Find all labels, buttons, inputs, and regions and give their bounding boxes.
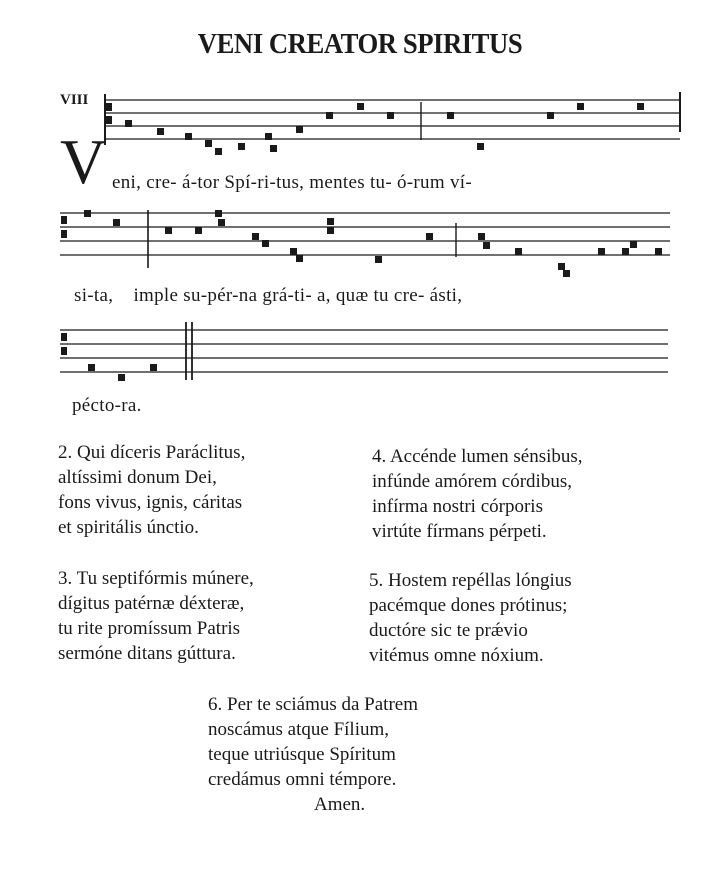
hymn-title: VENI CREATOR SPIRITUS <box>197 28 523 60</box>
verse-line: 4. Accénde lumen sénsibus, <box>372 446 583 467</box>
verse-line: 3. Tu septifórmis múnere, <box>58 568 254 589</box>
initial-letter: V <box>60 126 107 197</box>
mode-label: VIII <box>60 92 89 108</box>
lyric-line-3: pécto-ra. <box>72 395 142 416</box>
verse-line: et spiritális únctio. <box>58 517 199 538</box>
staff-2 <box>60 210 670 268</box>
verse-line: sermóne ditans gúttura. <box>58 643 236 664</box>
verse-line: 6. Per te sciámus da Patrem <box>208 694 419 715</box>
verse-line: tu rite promíssum Patris <box>58 618 241 639</box>
verse-line: pacémque dones prótinus; <box>369 595 568 616</box>
verse-line: dígitus patérnæ déxteræ, <box>58 593 245 614</box>
verse-line: 5. Hostem repéllas lóngius <box>369 570 572 591</box>
verse-2 <box>58 440 245 540</box>
amen: Amen. <box>314 794 366 815</box>
verse-line: infúnde amórem córdibus, <box>372 471 572 492</box>
verse-4 <box>372 444 583 544</box>
verse-line: virtúte fírmans pérpeti. <box>372 521 547 542</box>
verse-line: 2. Qui díceris Paráclitus, <box>58 442 246 463</box>
lyric-line-1: eni, cre- á-tor Spí-ri-tus, mentes tu- ó-rum ví- <box>112 172 472 193</box>
verse-3 <box>58 566 254 666</box>
verse-line: vitémus omne nóxium. <box>369 645 544 666</box>
staff-3 <box>60 322 668 380</box>
verse-line: infírma nostri córporis <box>372 496 543 517</box>
verse-line: altíssimi donum Dei, <box>58 467 217 488</box>
verse-5 <box>369 568 572 668</box>
verse-line: credámus omni témpore. <box>208 769 397 790</box>
verse-line: noscámus atque Fílium, <box>208 719 390 740</box>
verse-line: ductóre sic te prǽvio <box>369 620 528 641</box>
lyric-line-2: si-ta, imple su-pér-na grá-ti- a, quæ tu cre- ásti, <box>74 285 463 306</box>
verse-6 <box>208 692 418 817</box>
verse-line: fons vivus, ignis, cáritas <box>58 492 243 513</box>
verse-line: teque utriúsque Spíritum <box>208 744 396 765</box>
